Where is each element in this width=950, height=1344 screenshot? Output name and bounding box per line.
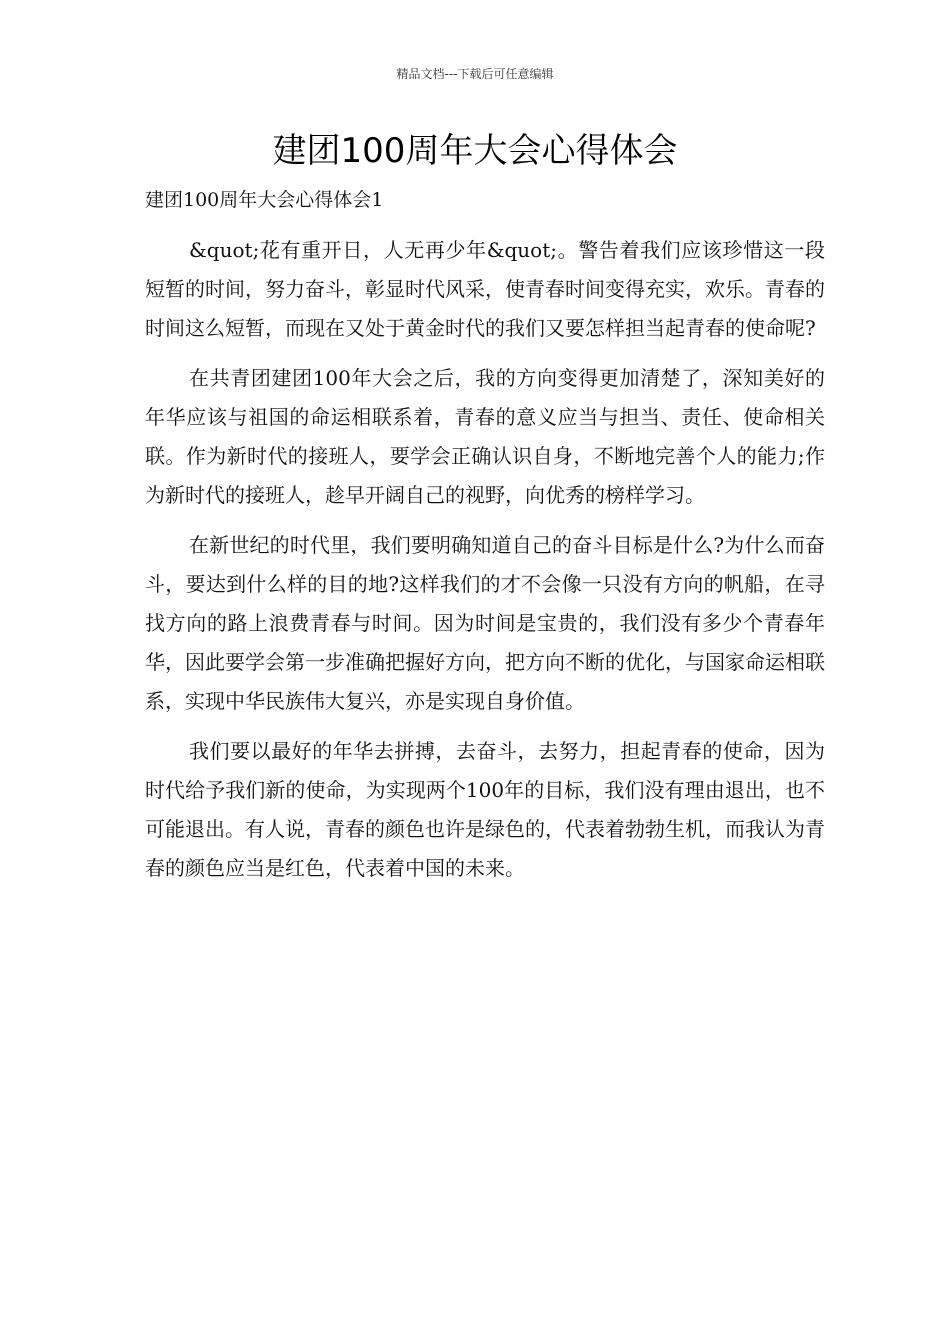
section-heading: 建团100周年大会心得体会1 <box>145 189 384 211</box>
document-body <box>145 231 825 888</box>
document-title: 建团100周年大会心得体会 <box>272 131 678 171</box>
paragraph: 我们要以最好的年华去拼搏，去奋斗，去努力，担起青春的使命，因为时代给予我们新的使命，为实现两个100年的目标，我们没有理由退出，也不可能退出。有人说，青春的颜色也许是绿色的，代表着勃勃生机，而我认为青春的颜色应当是红色，代表着中国的未来。 <box>145 739 825 880</box>
paragraph: 在共青团建团100年大会之后，我的方向变得更加清楚了，深知美好的年华应该与祖国的命运相联系着，青春的意义应当与担当、责任、使命相关联。作为新时代的接班人，要学会正确认识自身，不断地完善个人的能力;作为新时代的接班人，趁早开阔自己的视野，向优秀的榜样学习。 <box>145 366 825 507</box>
paragraph: &quot;花有重开日，人无再少年&quot;。警告着我们应该珍惜这一段短暂的时间，努力奋斗，彰显时代风采，使青春时间变得充实，欢乐。青春的时间这么短暂，而现在又处于黄金时代的我们又要怎样担当起青春的使命呢? <box>145 238 825 340</box>
page-header: 精品文档---下载后可任意编辑 <box>396 67 554 81</box>
paragraph: 在新世纪的时代里，我们要明确知道自己的奋斗目标是什么?为什么而奋斗，要达到什么样的目的地?这样我们的才不会像一只没有方向的帆船，在寻找方向的路上浪费青春与时间。因为时间是宝贵的，我们没有多少个青春年华，因此要学会第一步准确把握好方向，把方向不断的优化，与国家命运相联系，实现中华民族伟大复兴，亦是实现自身价值。 <box>145 533 825 713</box>
